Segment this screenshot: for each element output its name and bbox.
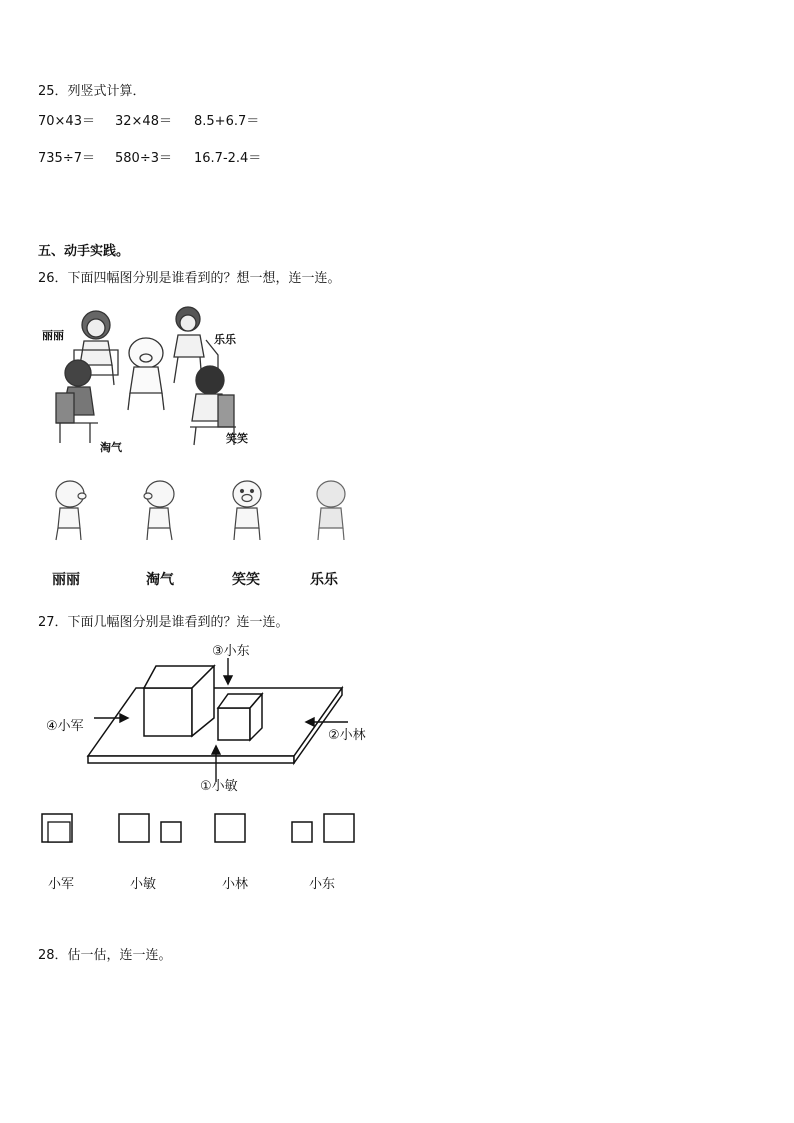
viewer-label-right: ②小林 xyxy=(328,728,366,743)
q25-title: 25．列竖式计算． xyxy=(38,84,146,99)
q27-answer-xiaomin: 小敏 xyxy=(130,877,157,892)
view-option-4 xyxy=(290,812,360,844)
view-option-1 xyxy=(40,812,76,844)
q25-expr-3: 8.5+6.7＝ xyxy=(194,114,260,129)
answer-label-taoqi: 淘气 xyxy=(146,572,174,588)
q25-expr-6: 16.7-2.4＝ xyxy=(194,151,262,166)
q25-expr-2: 32×48＝ xyxy=(115,114,172,129)
q27-board-diagram xyxy=(40,640,380,800)
q28-title: 28．估一估，连一连。 xyxy=(38,948,172,963)
viewer-label-bottom: ①小敏 xyxy=(200,779,238,794)
q27-answer-xiaojun: 小军 xyxy=(48,877,75,892)
q27-answer-xiaolin: 小林 xyxy=(222,877,249,892)
answer-label-lili: 丽丽 xyxy=(52,572,80,588)
pig-view-1 xyxy=(48,478,90,542)
q26-title: 26．下面四幅图分别是谁看到的？想一想，连一连。 xyxy=(38,271,341,286)
pig-view-2 xyxy=(140,478,182,542)
q25-expr-5: 580÷3＝ xyxy=(115,151,172,166)
child-taoqi-figure xyxy=(56,360,98,443)
pig-figure xyxy=(128,338,164,410)
q27-answer-xiaodong: 小东 xyxy=(309,877,336,892)
view-option-2 xyxy=(117,812,187,844)
pig-view-4 xyxy=(310,478,352,542)
answer-label-lele: 乐乐 xyxy=(310,572,338,588)
view-option-3 xyxy=(213,812,249,844)
viewer-label-top: ③小东 xyxy=(212,644,250,659)
scene-label-lili: 丽丽 xyxy=(42,329,64,342)
section-title: 五、动手实践。 xyxy=(38,244,130,259)
scene-label-taoqi: 淘气 xyxy=(100,441,122,454)
answer-label-xiaoxiao: 笑笑 xyxy=(232,572,260,588)
q25-expr-4: 735÷7＝ xyxy=(38,151,95,166)
pig-view-3 xyxy=(226,478,268,542)
viewer-label-left: ④小军 xyxy=(46,719,84,734)
scene-label-xiaoxiao: 笑笑 xyxy=(226,432,248,445)
q27-title: 27．下面几幅图分别是谁看到的？连一连。 xyxy=(38,615,289,630)
q25-expr-1: 70×43＝ xyxy=(38,114,95,129)
scene-label-lele: 乐乐 xyxy=(214,333,236,346)
